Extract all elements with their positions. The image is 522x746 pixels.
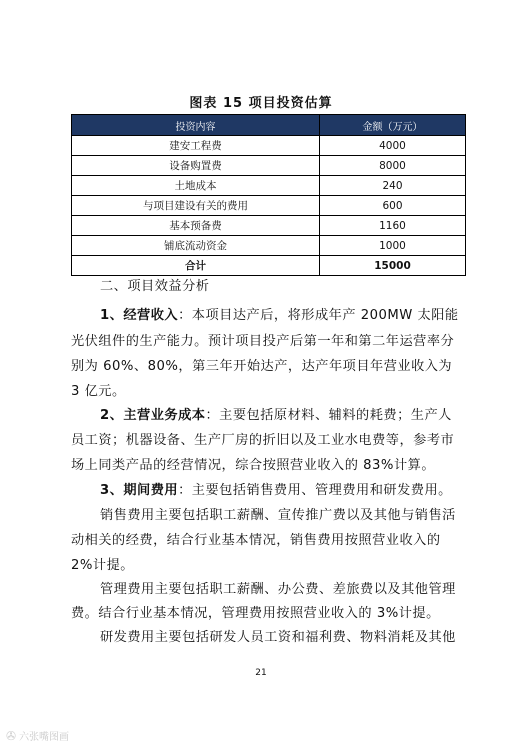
table-caption: 图表 15 项目投资估算 [189, 96, 333, 111]
paragraph-main-cost-line-1: 2、主营业务成本：主要包括原材料、辅料的耗费；生产人 [100, 408, 452, 423]
header-amount: 金额（万元） [320, 115, 466, 136]
amount-cell: 4000 [320, 136, 466, 156]
item-cell: 与项目建设有关的费用 [72, 196, 320, 216]
item-cell: 铺底流动资金 [72, 236, 320, 256]
table-total-row [72, 256, 466, 276]
amount-cell: 1160 [320, 216, 466, 236]
item-cell: 设备购置费 [72, 156, 320, 176]
total-label-cell: 合计 [72, 256, 320, 276]
paragraph-period-expense-line-1: 3、期间费用：主要包括销售费用、管理费用和研发费用。 [100, 483, 452, 498]
table-row [72, 136, 466, 156]
header-investment-item: 投资内容 [72, 115, 320, 136]
amount-cell: 1000 [320, 236, 466, 256]
operating-income-label: 1、经营收入 [100, 308, 179, 323]
page-number: 21 [255, 668, 267, 678]
main-cost-label: 2、主营业务成本 [100, 408, 206, 423]
paragraph-line: 场上同类产品的经营情况，综合按照营业收入的 83%计算。 [71, 458, 436, 473]
paragraph-line: 别为 60%、80%，第三年开始达产，达产年项目年营业收入为 [71, 359, 453, 374]
table-row [72, 216, 466, 236]
amount-cell: 8000 [320, 156, 466, 176]
period-expense-label: 3、期间费用 [100, 483, 179, 498]
paragraph-operating-income-line-1: 1、经营收入：本项目达产后，将形成年产 200MW 太阳能 [100, 308, 459, 323]
weibo-logo-icon: ✇ [6, 728, 17, 743]
item-cell: 基本预备费 [72, 216, 320, 236]
paragraph-line: 费。结合行业基本情况，管理费用按照营业收入的 3%计提。 [71, 606, 440, 621]
paragraph-line: 员工资；机器设备、生产厂房的折旧以及工业水电费等，参考市 [71, 433, 455, 448]
item-cell: 建安工程费 [72, 136, 320, 156]
amount-cell: 240 [320, 176, 466, 196]
watermark-text: 六张嘴图画 [19, 732, 70, 743]
investment-table [71, 114, 466, 276]
paragraph-line: 研发费用主要包括研发人员工资和福利费、物料消耗及其他 [100, 630, 456, 645]
table-row [72, 236, 466, 256]
paragraph-line: 管理费用主要包括职工薪酬、办公费、差旅费以及其他管理 [100, 582, 456, 597]
section-heading: 二、项目效益分析 [100, 279, 210, 294]
table-row [72, 156, 466, 176]
paragraph-line: 动相关的经费，结合行业基本情况，销售费用按照营业收入的 [71, 533, 441, 548]
table-header-row [72, 115, 466, 136]
paragraph-line: 3 亿元。 [71, 384, 126, 399]
paragraph-line: 销售费用主要包括职工薪酬、宣传推广费以及其他与销售活 [100, 508, 456, 523]
table-row [72, 176, 466, 196]
watermark [6, 728, 69, 743]
total-amount-cell: 15000 [320, 256, 466, 276]
item-cell: 土地成本 [72, 176, 320, 196]
amount-cell: 600 [320, 196, 466, 216]
table-row [72, 196, 466, 216]
paragraph-line: 光伏组件的生产能力。预计项目投产后第一年和第二年运营率分 [71, 334, 455, 349]
paragraph-line: 2%计提。 [71, 558, 134, 573]
